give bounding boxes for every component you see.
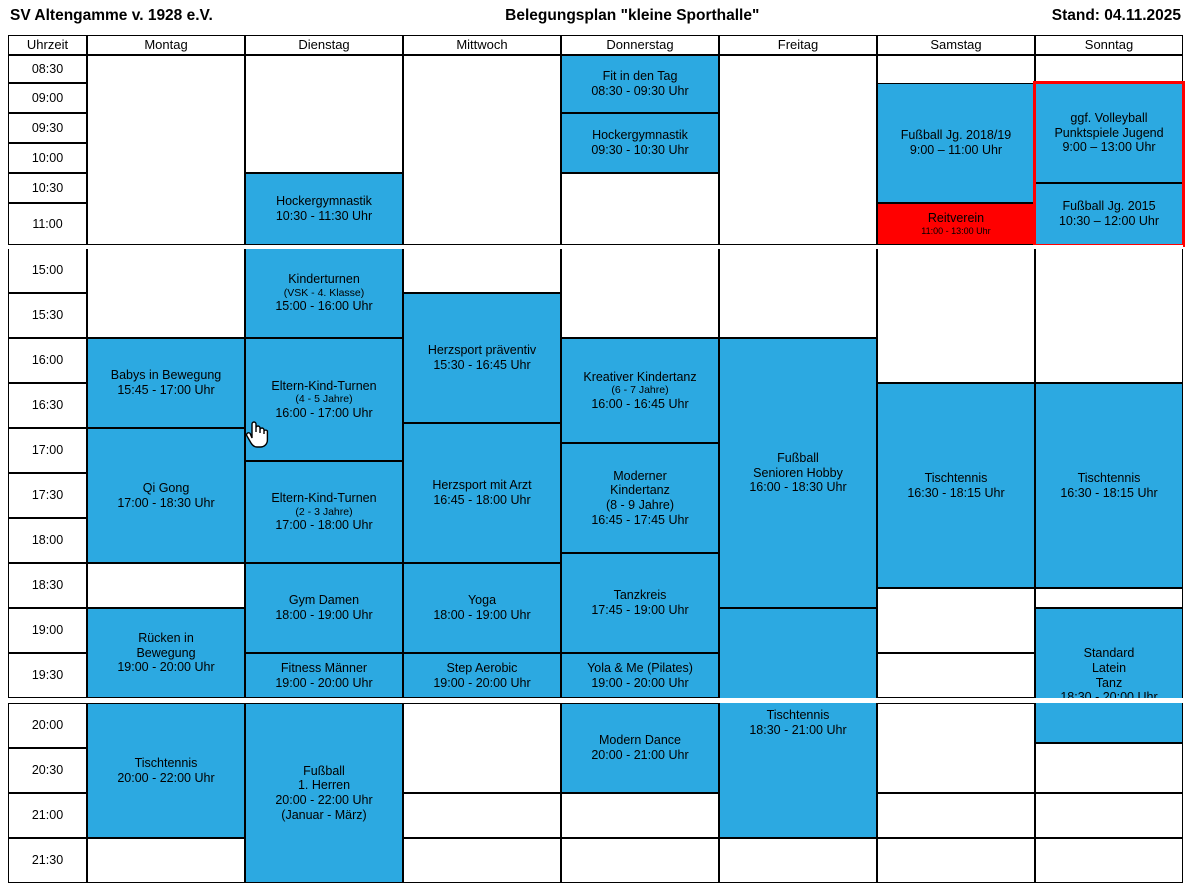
event-title: Babys in Bewegung	[110, 368, 222, 383]
column-header-montag: Montag	[87, 35, 245, 55]
event-time: 16:45 - 17:45 Uhr	[591, 512, 689, 527]
event-time: 20:00 - 22:00 Uhr	[275, 793, 373, 807]
empty-cell-mittwoch-2000	[403, 703, 561, 793]
page-title	[505, 7, 759, 25]
event-title: Eltern-Kind-Turnen	[271, 491, 377, 506]
event-time: 19:00 - 20:00 Uhr	[591, 675, 689, 690]
empty-cell-sonntag-1500	[1035, 248, 1183, 383]
empty-cell-sonntag-2130	[1035, 838, 1183, 883]
empty-cell-freitag-2130	[719, 838, 877, 883]
event-title: Herzsport mit Arzt	[432, 478, 532, 493]
event-tischtennis-sonntag[interactable]	[1035, 383, 1183, 588]
event-title: Tischtennis	[1077, 470, 1141, 485]
event-time: 17:00 - 18:30 Uhr	[117, 495, 215, 510]
time-label-1100: 11:00	[8, 203, 87, 245]
event-time: 11:00 - 13:00 Uhr	[921, 226, 991, 237]
column-header-freitag: Freitag	[719, 35, 877, 55]
event-babys-in-bewegung[interactable]	[87, 338, 245, 428]
event-title: ggf. Volleyball	[1070, 110, 1148, 125]
event-title-line2: 1. Herren	[297, 778, 351, 793]
event-reitverein[interactable]	[877, 203, 1035, 245]
event-tanzkreis[interactable]	[561, 553, 719, 653]
event-title: Fitness Männer	[280, 660, 368, 675]
event-title: Yoga	[467, 593, 497, 608]
event-time: 16:30 - 18:15 Uhr	[907, 485, 1005, 500]
event-title-line1: Rücken in	[138, 630, 194, 645]
event-title: Tanzkreis	[613, 588, 667, 603]
event-title: Fit in den Tag	[602, 69, 678, 84]
empty-cell-samstag-1930	[877, 653, 1035, 698]
event-note: (Januar - März)	[281, 807, 367, 822]
event-fussball-1-herren[interactable]	[245, 703, 403, 883]
event-title: Eltern-Kind-Turnen	[271, 378, 377, 393]
column-header-mittwoch: Mittwoch	[403, 35, 561, 55]
event-title-line1: Standard	[1083, 646, 1135, 660]
event-kinderturnen[interactable]	[245, 248, 403, 338]
time-label-1530: 15:30	[8, 293, 87, 338]
revision-date: Stand: 04.11.2025	[1051, 7, 1181, 24]
empty-cell-montag-morning	[87, 55, 245, 245]
event-title: Qi Gong	[142, 480, 190, 495]
event-time: 19:00 - 20:00 Uhr	[275, 675, 373, 690]
page-title-hall: "kleine Sporthalle"	[620, 7, 760, 24]
empty-cell-donnerstag-2130	[561, 838, 719, 883]
time-label-1730: 17:30	[8, 473, 87, 518]
time-label-2130: 21:30	[8, 838, 87, 883]
empty-cell-sonntag-2100	[1035, 793, 1183, 838]
schedule-grid	[8, 35, 1183, 890]
event-title: Herzsport präventiv	[427, 343, 537, 358]
event-subtitle: (6 - 7 Jahre)	[611, 384, 669, 397]
event-subtitle: (VSK - 4. Klasse)	[283, 286, 365, 299]
empty-cell-mittwoch-2100	[403, 793, 561, 838]
event-gym-damen[interactable]	[245, 563, 403, 653]
time-label-0900: 09:00	[8, 83, 87, 113]
event-title: Yola & Me (Pilates)	[587, 660, 693, 675]
event-tischtennis-freitag[interactable]	[719, 608, 877, 838]
empty-cell-samstag-2130	[877, 838, 1035, 883]
event-subtitle: Punktspiele Jugend	[1054, 125, 1164, 140]
event-title: Gym Damen	[288, 593, 360, 608]
event-time: 16:45 - 18:00 Uhr	[433, 493, 531, 507]
event-title: Fußball Jg. 2018/19	[900, 128, 1012, 143]
organization-name: SV Altengamme v. 1928 e.V.	[10, 7, 213, 24]
empty-cell-freitag-1500	[719, 248, 877, 338]
event-title: Step Aerobic	[446, 660, 518, 675]
empty-cell-donnerstag-1500	[561, 248, 719, 338]
event-kreativer-kindertanz[interactable]	[561, 338, 719, 443]
page-title-main: Belegungsplan	[505, 7, 617, 24]
event-title-line1: Fußball	[303, 763, 345, 778]
event-time: 18:30 - 21:00 Uhr	[749, 723, 847, 737]
empty-cell-samstag-1830	[877, 588, 1035, 653]
time-label-2030: 20:30	[8, 748, 87, 793]
event-fitness-maenner[interactable]	[245, 653, 403, 698]
time-label-1700: 17:00	[8, 428, 87, 473]
event-hockergymnastik-donnerstag[interactable]	[561, 113, 719, 173]
time-label-2100: 21:00	[8, 793, 87, 838]
event-fussball-jg-2015[interactable]	[1035, 183, 1183, 245]
time-label-1500: 15:00	[8, 248, 87, 293]
event-time: 15:30 - 16:45 Uhr	[433, 358, 531, 372]
event-title: Tischtennis	[134, 755, 198, 770]
event-time: 15:00 - 16:00 Uhr	[275, 299, 373, 314]
empty-cell-dienstag-morning	[245, 55, 403, 173]
empty-cell-sonntag-2030	[1035, 743, 1183, 793]
event-time: 17:00 - 18:00 Uhr	[275, 518, 373, 533]
event-time: 18:00 - 19:00 Uhr	[275, 608, 373, 622]
empty-cell-mittwoch-1500	[403, 248, 561, 293]
event-time: 10:30 - 11:30 Uhr	[275, 209, 373, 223]
time-label-1630: 16:30	[8, 383, 87, 428]
column-header-samstag: Samstag	[877, 35, 1035, 55]
event-time: 9:00 – 11:00 Uhr	[909, 143, 1003, 157]
event-fussball-senioren-hobby[interactable]	[719, 338, 877, 608]
event-title: Reitverein	[927, 211, 985, 226]
event-step-aerobic[interactable]	[403, 653, 561, 698]
event-ggf-volleyball-punktspiele[interactable]	[1035, 83, 1183, 183]
empty-cell-donnerstag-late-morning	[561, 173, 719, 245]
time-label-1800: 18:00	[8, 518, 87, 563]
event-eltern-kind-turnen-2-3[interactable]	[245, 461, 403, 563]
event-hockergymnastik-dienstag[interactable]	[245, 173, 403, 245]
event-tischtennis-montag[interactable]	[87, 703, 245, 838]
event-moderner-kindertanz[interactable]	[561, 443, 719, 553]
event-time: 10:30 – 12:00 Uhr	[1058, 214, 1160, 228]
event-time: 9:00 – 13:00 Uhr	[1062, 140, 1156, 155]
event-time: 09:30 - 10:30 Uhr	[591, 143, 689, 157]
event-eltern-kind-turnen-4-5[interactable]	[245, 338, 403, 461]
time-label-1600: 16:00	[8, 338, 87, 383]
event-herzsport-mit-arzt[interactable]	[403, 423, 561, 563]
event-time: 20:00 - 21:00 Uhr	[591, 748, 689, 762]
event-subtitle: (8 - 9 Jahre)	[605, 498, 675, 512]
event-standard-latein-tanz[interactable]	[1035, 608, 1183, 743]
event-yola-and-me-pilates[interactable]	[561, 653, 719, 698]
event-modern-dance[interactable]	[561, 703, 719, 793]
empty-cell-mittwoch-2130	[403, 838, 561, 883]
event-time: 16:00 - 16:45 Uhr	[591, 396, 689, 411]
empty-cell-donnerstag-2100	[561, 793, 719, 838]
time-label-0830: 08:30	[8, 55, 87, 83]
event-title-line2: Kindertanz	[610, 483, 670, 498]
event-title-line2: Latein	[1091, 660, 1127, 675]
column-header-donnerstag: Donnerstag	[561, 35, 719, 55]
event-time: 18:00 - 19:00 Uhr	[433, 608, 531, 622]
column-header-sonntag: Sonntag	[1035, 35, 1183, 55]
event-title-line2: Bewegung	[136, 645, 196, 660]
event-subtitle: (4 - 5 Jahre)	[295, 393, 353, 406]
event-time: 16:00 - 18:30 Uhr	[749, 480, 847, 495]
event-ruecken-in-bewegung[interactable]	[87, 608, 245, 698]
page-header	[0, 0, 1191, 32]
empty-cell-mittwoch-morning	[403, 55, 561, 245]
event-qi-gong[interactable]	[87, 428, 245, 563]
time-label-1930: 19:30	[8, 653, 87, 698]
event-fit-in-den-tag[interactable]	[561, 55, 719, 113]
column-header-uhrzeit: Uhrzeit	[8, 35, 87, 55]
event-time: 16:30 - 18:15 Uhr	[1060, 485, 1158, 500]
block-separator-evening	[8, 698, 1183, 703]
empty-cell-samstag-2000	[877, 703, 1035, 793]
empty-cell-samstag-1500	[877, 248, 1035, 383]
event-title: Kreativer Kindertanz	[583, 369, 697, 384]
empty-cell-montag-1830	[87, 563, 245, 608]
event-time: 08:30 - 09:30 Uhr	[591, 84, 689, 98]
event-time: 17:45 - 19:00 Uhr	[591, 603, 689, 617]
event-title: Hockergymnastik	[276, 194, 372, 209]
event-time: 16:00 - 17:00 Uhr	[275, 405, 373, 420]
event-tischtennis-samstag[interactable]	[877, 383, 1035, 588]
event-herzsport-praeventiv[interactable]	[403, 293, 561, 423]
time-label-0930: 09:30	[8, 113, 87, 143]
event-title-line3: Tanz	[1095, 675, 1123, 690]
event-title: Tischtennis	[766, 708, 830, 723]
event-title-line1: Fußball	[777, 450, 819, 465]
event-title: Fußball Jg. 2015	[1062, 199, 1156, 214]
block-separator	[8, 245, 1183, 249]
time-label-1030: 10:30	[8, 173, 87, 203]
event-title-line1: Moderner	[613, 468, 667, 483]
event-title: Modern Dance	[599, 733, 681, 748]
event-title: Kinderturnen	[288, 272, 360, 287]
event-time: 20:00 - 22:00 Uhr	[117, 770, 215, 785]
time-label-2000: 20:00	[8, 703, 87, 748]
event-yoga[interactable]	[403, 563, 561, 653]
event-title: Tischtennis	[924, 470, 988, 485]
empty-cell-freitag-morning	[719, 55, 877, 245]
empty-cell-samstag-2100	[877, 793, 1035, 838]
event-subtitle: (2 - 3 Jahre)	[295, 505, 353, 518]
time-label-1900: 19:00	[8, 608, 87, 653]
event-time: 19:00 - 20:00 Uhr	[433, 675, 531, 690]
time-label-1000: 10:00	[8, 143, 87, 173]
empty-cell-sonntag-1815	[1035, 588, 1183, 608]
event-time: 15:45 - 17:00 Uhr	[117, 383, 215, 397]
event-time: 19:00 - 20:00 Uhr	[117, 660, 215, 675]
column-header-dienstag: Dienstag	[245, 35, 403, 55]
time-label-1830: 18:30	[8, 563, 87, 608]
event-title-line2: Senioren Hobby	[753, 465, 843, 480]
empty-cell-montag-1500	[87, 248, 245, 338]
event-fussball-jg-2018-19[interactable]	[877, 83, 1035, 203]
event-title: Hockergymnastik	[592, 128, 688, 143]
empty-cell-montag-2130	[87, 838, 245, 883]
